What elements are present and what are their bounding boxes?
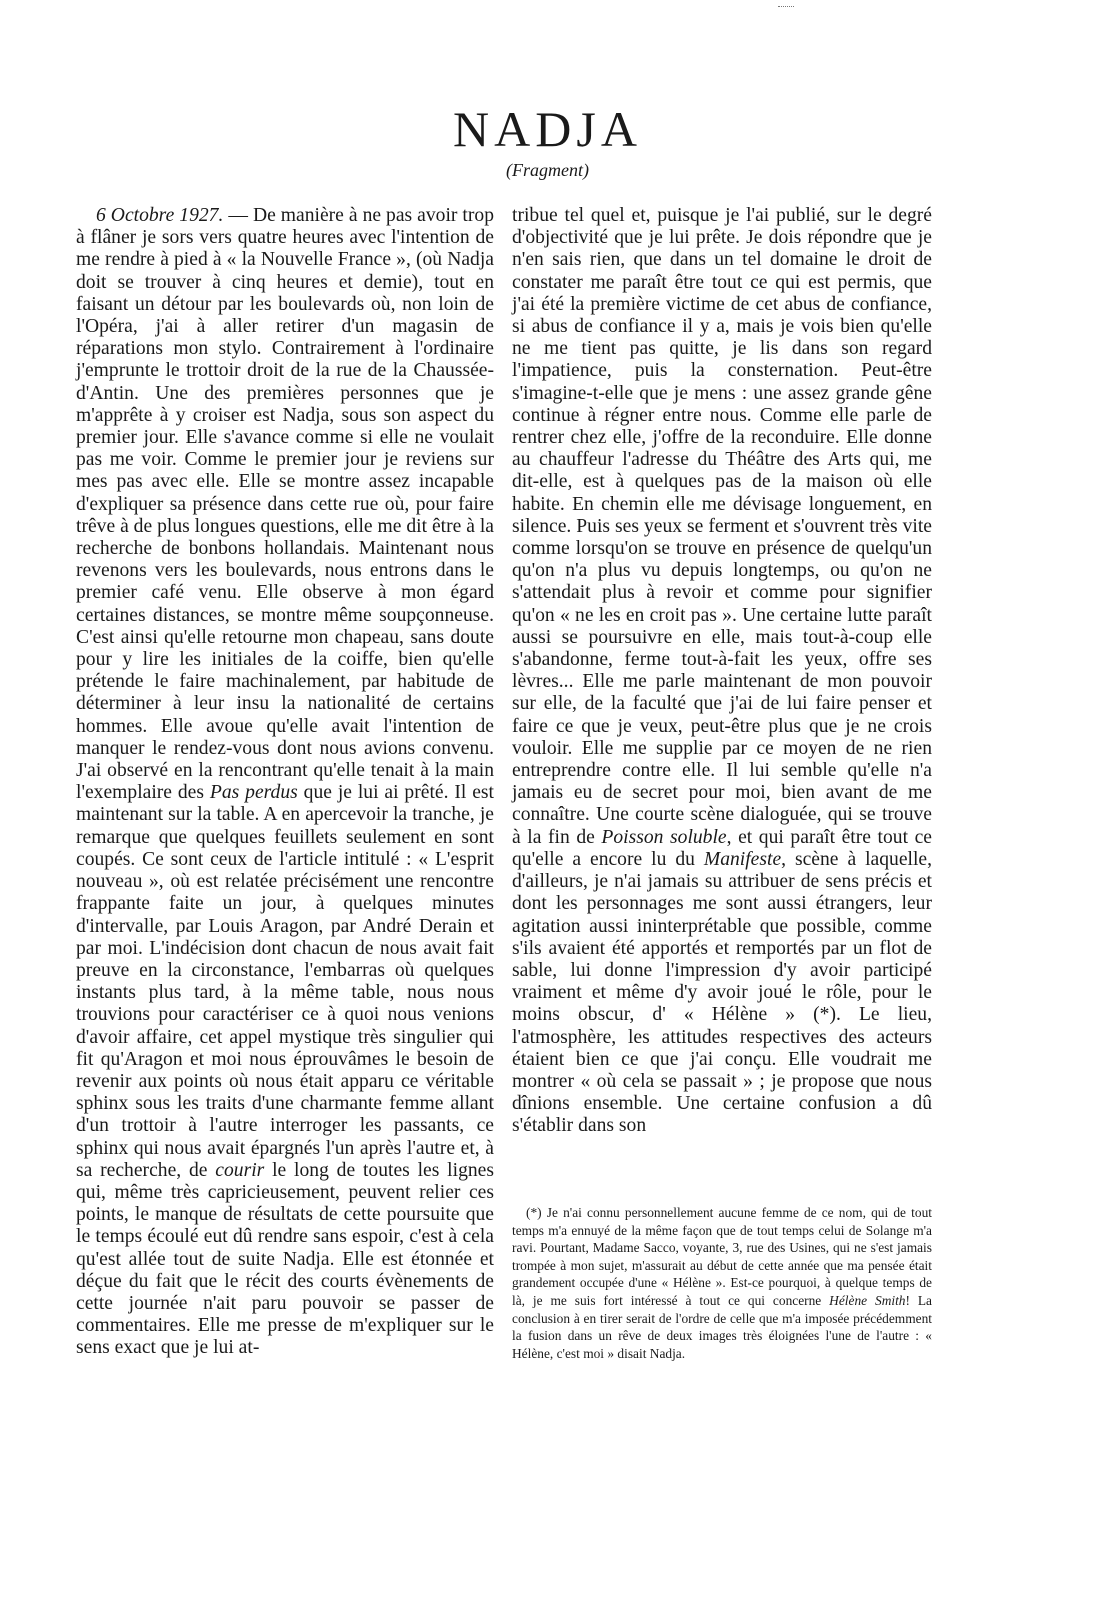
article-title: NADJA: [453, 101, 642, 157]
entry-date: 6 Octobre 1927.: [96, 205, 224, 226]
book-title: Pas perdus: [209, 782, 298, 804]
right-paragraph: [512, 205, 932, 1138]
right-text-1: tribue tel quel et, puisque je l'ai publié, sur le degré d'objectivité que je lui prête. Je dois répondre que je n'en sais rien, que dans un tel domaine le droit de constater me paraît être tout ce qui est permis, que j'ai été la première victime de cet abus de confiance, si abus de confiance il y a, mais je vois bien qu'elle ne me tient pas quitte, je lis dans son regard l'impatience, puis la consternation. Peut-être s'imagine-t-elle que je mens : une assez grande gêne continue à régner entre nous. Comme elle parle de rentrer chez elle, j'offre de la reconduire. Elle donne au chauffeur l'adresse du Théâtre des Arts qui, me dit-elle, est à quelques pas de la maison où elle habite. En chemin elle me dévisage longuement, en silence. Puis ses yeux se ferment et s'ouvrent très vite comme lorsqu'on se trouve en présence de quelqu'un qu'on n'a plus vu depuis longtemps, ou qu'on ne s'attendait plus à revoir et comme pour signifier qu'on « ne les en croit pas ». Une certaine lutte paraît aussi se poursuivre en elle, mais tout-à-coup elle s'abandonne, ferme tout-à-fait les yeux, offre ses lèvres... Elle me parle maintenant de mon pouvoir sur elle, de la faculté que j'ai de lui faire penser et faire ce que je veux, peut-être plus que je ne crois vouloir. Elle me supplie par ce moyen de ne rien entreprendre contre elle. Il lui semble qu'elle n'a jamais eu de secret pour moi, bien avant de me connaître. Une courte scène dialoguée, qui se trouve à la fin de: [512, 205, 932, 848]
right-column: [512, 205, 932, 1138]
article-subtitle: (Fragment): [506, 160, 589, 180]
footnote-text-2: ! La conclusion à en tirer serait de l'ordre de celle que m'a imposée précédemment la fusion dans un rêve de deux images très éloignées l'une de l'autre : « Hélène, c'est moi » disait Nadja.: [512, 1292, 932, 1361]
left-column: [76, 205, 494, 1360]
courir-word: courir: [215, 1159, 265, 1181]
right-text-3: , scène à laquelle, d'ailleurs, je n'ai jamais su attribuer de sens précis et dont les personnages me sont aussi étrangers, leur agitation aussi ininterprétable que possible, comme s'ils avaient été apportés et remportés par un flot de sable, lui donne l'impression d'y avoir participé vraiment et même d'y avoir joué le rôle, pour le moins obscur, d' « Hélène » (*). Le lieu, l'atmosphère, les attitudes respectives des acteurs étaient bien ce que j'ai conçu. Elle voudrait me montrer « où cela se passait » ; je propose que nous dînions ensemble. Une certaine confusion a dû s'établir dans son: [512, 848, 932, 1137]
left-paragraph: [76, 205, 494, 1360]
left-text-1: — De manière à ne pas avoir trop à flâner je sors vers quatre heures avec l'intention de me rendre à pied à « la Nouvelle France », (où Nadja doit se trouver à cinq heures et demie), tout en faisant un détour par les boulevards où, non loin de l'Opéra, j'ai à aller retirer d'un magasin de réparations mon stylo. Contrairement à l'ordinaire j'emprunte le trottoir droit de la rue de la Chaussée-d'Antin. Une des premières personnes que je m'apprête à y croiser est Nadja, sous son aspect du premier jour. Elle s'avance comme si elle ne voulait pas me voir. Comme le premier jour je reviens sur mes pas avec elle. Elle se montre assez incapable d'expliquer sa présence dans cette rue où, pour faire trêve à de plus longues questions, elle me dit être à la recherche de bonbons hollandais. Maintenant nous revenons vers les boulevards, nous entrons dans le premier café venu. Elle observe à mon égard certaines distances, se montre même soupçonneuse. C'est ainsi qu'elle retourne mon chapeau, sans doute pour y lire les initiales de la coiffe, bien qu'elle prétende le faire machinalement, par habitude de déterminer à leur insu la nationalité de certains hommes. Elle avoue qu'elle avait l'intention de manquer le rendez-vous dont nous avions convenu. J'ai observé en la rencontrant qu'elle tenait à la main l'exemplaire des: [76, 205, 494, 804]
footnote-text-1: (*) Je n'ai connu personnellement aucune femme de ce nom, qui de tout temps m'a ennuyé de la même façon que de tout temps celui de Solange m'a ravi. Pourtant, Madame Sacco, voyante, 3, rue des Usines, qui ne s'est jamais trompée à mon sujet, m'assurait au début de cette année que ma pensée était grandement occupée d'une « Hélène ». Est-ce pourquoi, à quelque temps de là, je me suis fort intéressé à tout ce qui concerne: [512, 1205, 932, 1308]
manifeste-title: Manifeste: [703, 848, 782, 870]
footnote: [512, 1204, 932, 1362]
helene-smith-name: Hélène Smith: [829, 1292, 906, 1308]
scan-mark: [778, 6, 794, 7]
poisson-soluble-title: Poisson soluble: [601, 826, 727, 848]
left-text-3: le long de toutes les lignes qui, même très capricieusement, peuvent relier ces points, le manque de résultats de cette poursuite que le temps écoulé eut dû rendre sans espoir, c'est à cela qu'est allée tout de suite Nadja. Elle est étonnée et déçue du fait que le récit des courts évènements de cette journée n'ait paru pouvoir se passer de commentaires. Elle me presse de m'expliquer sur le sens exact que je lui at-: [76, 1159, 494, 1359]
right-text-2: , et qui paraît être tout ce qu'elle a encore lu du: [512, 826, 932, 870]
left-text-2: que je lui ai prêté. Il est maintenant sur la table. A en apercevoir la tranche, je remarque que quelques feuillets seulement en sont coupés. Ce sont ceux de l'article intitulé : « L'esprit nouveau », où est relatée précisément une rencontre frappante faite un jour, à quelques minutes d'intervalle, par Louis Aragon, par André Derain et par moi. L'indécision dont chacun de nous avait fait preuve en la circonstance, l'embarras où quelques instants plus tard, à la même table, nous nous trouvions pour caractériser ce à quoi nous venions d'avoir affaire, cet appel mystique très singulier qui fit qu'Aragon et moi nous éprouvâmes le besoin de revenir aux points où nous était apparu ce véritable sphinx sous les traits d'une charmante femme allant d'un trottoir à l'autre interroger les passants, ce sphinx qui nous avait épargnés l'un après l'autre et, à sa recherche, de: [76, 782, 494, 1181]
